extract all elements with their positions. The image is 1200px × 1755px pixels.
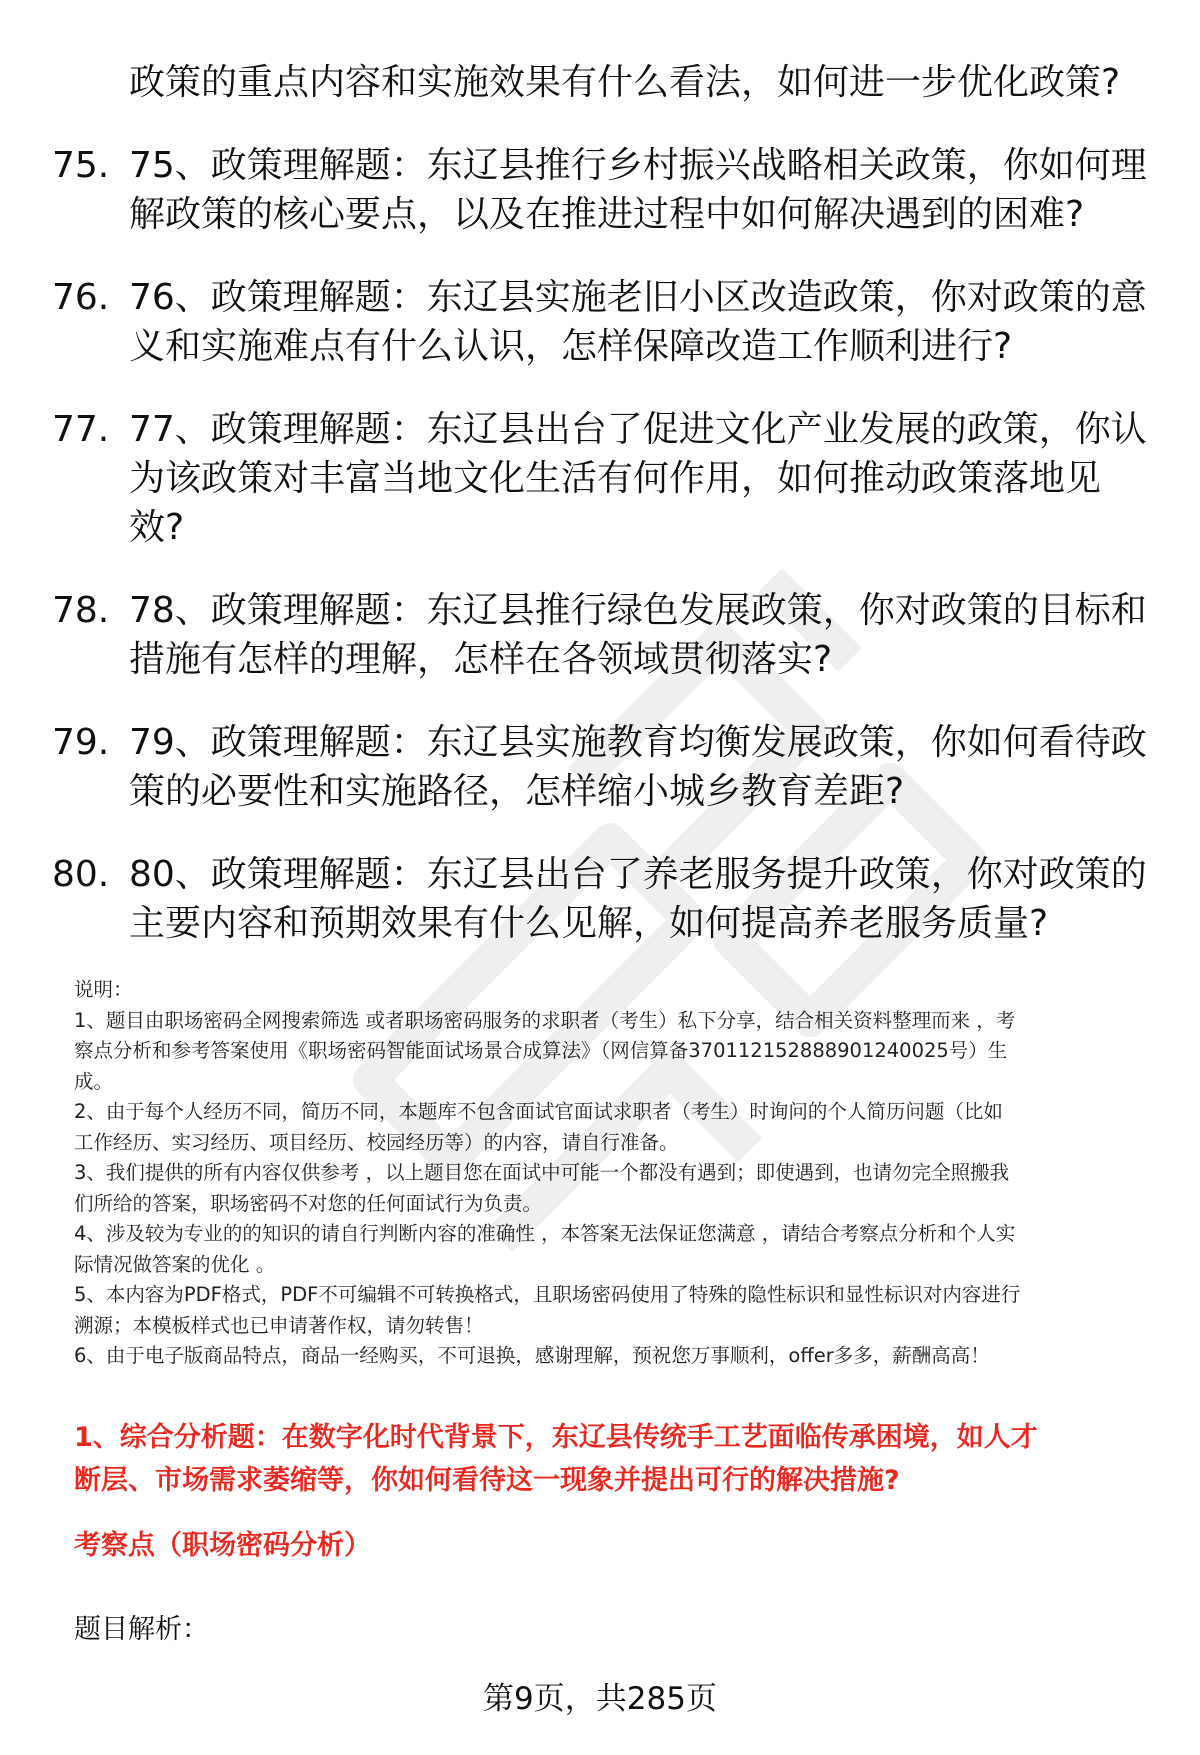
- question-line: 79、政策理解题：东辽县实施教育均衡发展政策，你如何看待政: [129, 722, 1147, 763]
- notes-line: 际情况做答案的优化 。: [74, 1252, 276, 1276]
- question-number: 79.: [52, 722, 110, 763]
- question-line: 78、政策理解题：东辽县推行绿色发展政策，你对政策的目标和: [129, 590, 1147, 631]
- notes-section: [74, 975, 1154, 1372]
- section-heading-examination-points: 考察点（职场密码分析）: [74, 1530, 371, 1561]
- notes-line: 1、题目由职场密码全网搜索筛选 或者职场密码服务的求职者（考生）私下分享，结合相关资料整理而来 ，考: [74, 1008, 1016, 1032]
- notes-line: 成。: [74, 1069, 114, 1093]
- notes-title: 说明：: [74, 978, 133, 1001]
- question-line: 效?: [129, 507, 185, 548]
- question-text: [129, 586, 1149, 684]
- notes-line: 4、涉及较为专业的的知识的请自行判断内容的准确性 ，本答案无法保证您满意 ，请结合考察点分析和个人实: [74, 1222, 1016, 1245]
- question-item: [52, 141, 1152, 239]
- highlight-question-line: 断层、市场需求萎缩等，你如何看待这一现象并提出可行的解决措施?: [74, 1465, 900, 1496]
- question-line: 80、政策理解题：东辽县出台了养老服务提升政策，你对政策的: [129, 854, 1147, 895]
- question-number: 80.: [52, 854, 110, 895]
- question-number: 78.: [52, 590, 110, 631]
- analysis-label: 题目解析：: [74, 1614, 209, 1645]
- page-footer: 第9页，共285页: [483, 1681, 717, 1717]
- question-item: [52, 273, 1152, 371]
- question-text: [129, 718, 1149, 816]
- notes-line: 工作经历、实习经历、项目经历、校园经历等）的内容，请自行准备。: [74, 1130, 679, 1154]
- question-text: [129, 405, 1149, 552]
- notes-line: 5、本内容为PDF格式，PDF不可编辑不可转换格式，且职场密码使用了特殊的隐性标识和显性标识对内容进行: [74, 1283, 1021, 1306]
- question-number: 75.: [52, 145, 110, 186]
- question-list: [52, 58, 1152, 948]
- question-line: 措施有怎样的理解，怎样在各领域贯彻落实?: [129, 639, 833, 680]
- notes-line: 溯源；本模板样式也已申请著作权，请勿转售！: [74, 1313, 484, 1337]
- question-number: 76.: [52, 277, 110, 318]
- question-item: [52, 718, 1152, 816]
- highlight-question-line: 1、综合分析题：在数字化时代背景下，东辽县传统手工艺面临传承困境，如人才: [74, 1422, 1038, 1453]
- question-text: [129, 273, 1149, 371]
- question-item: [52, 850, 1152, 948]
- question-item: [52, 586, 1152, 684]
- question-continuation: 政策的重点内容和实施效果有什么看法，如何进一步优化政策?: [129, 62, 1121, 103]
- question-line: 75、政策理解题：东辽县推行乡村振兴战略相关政策，你如何理: [129, 145, 1147, 186]
- highlight-question: [74, 1416, 1154, 1502]
- question-line: 76、政策理解题：东辽县实施老旧小区改造政策，你对政策的意: [129, 277, 1147, 318]
- question-text: [129, 850, 1149, 948]
- notes-line: 2、由于每个人经历不同，简历不同，本题库不包含面试官面试求职者（考生）时询问的个人简历问题（比如: [74, 1100, 1003, 1123]
- question-line: 策的必要性和实施路径，怎样缩小城乡教育差距?: [129, 771, 905, 812]
- question-item: [52, 405, 1152, 552]
- notes-line: 们所给的答案，职场密码不对您的任何面试行为负责。: [74, 1191, 543, 1215]
- question-line: 主要内容和预期效果有什么见解，如何提高养老服务质量?: [129, 903, 1049, 944]
- question-line: 解政策的核心要点，以及在推进过程中如何解决遇到的困难?: [129, 194, 1085, 235]
- question-line: 义和实施难点有什么认识，怎样保障改造工作顺利进行?: [129, 326, 1013, 367]
- question-line: 为该政策对丰富当地文化生活有何作用，如何推动政策落地见: [129, 458, 1102, 499]
- question-number: 77.: [52, 409, 110, 450]
- question-line: 77、政策理解题：东辽县出台了促进文化产业发展的政策，你认: [129, 409, 1147, 450]
- question-text: [129, 141, 1149, 239]
- notes-line: 3、我们提供的所有内容仅供参考 ，以上题目您在面试中可能一个都没有遇到；即使遇到，也请勿完全照搬我: [74, 1161, 1010, 1184]
- notes-line: 6、由于电子版商品特点，商品一经购买，不可退换，感谢理解，预祝您万事顺利，offer多多，薪酬高高！: [74, 1344, 990, 1367]
- notes-line: 察点分析和参考答案使用《职场密码智能面试场景合成算法》（网信算备370112152888901240025号）生: [74, 1039, 1008, 1062]
